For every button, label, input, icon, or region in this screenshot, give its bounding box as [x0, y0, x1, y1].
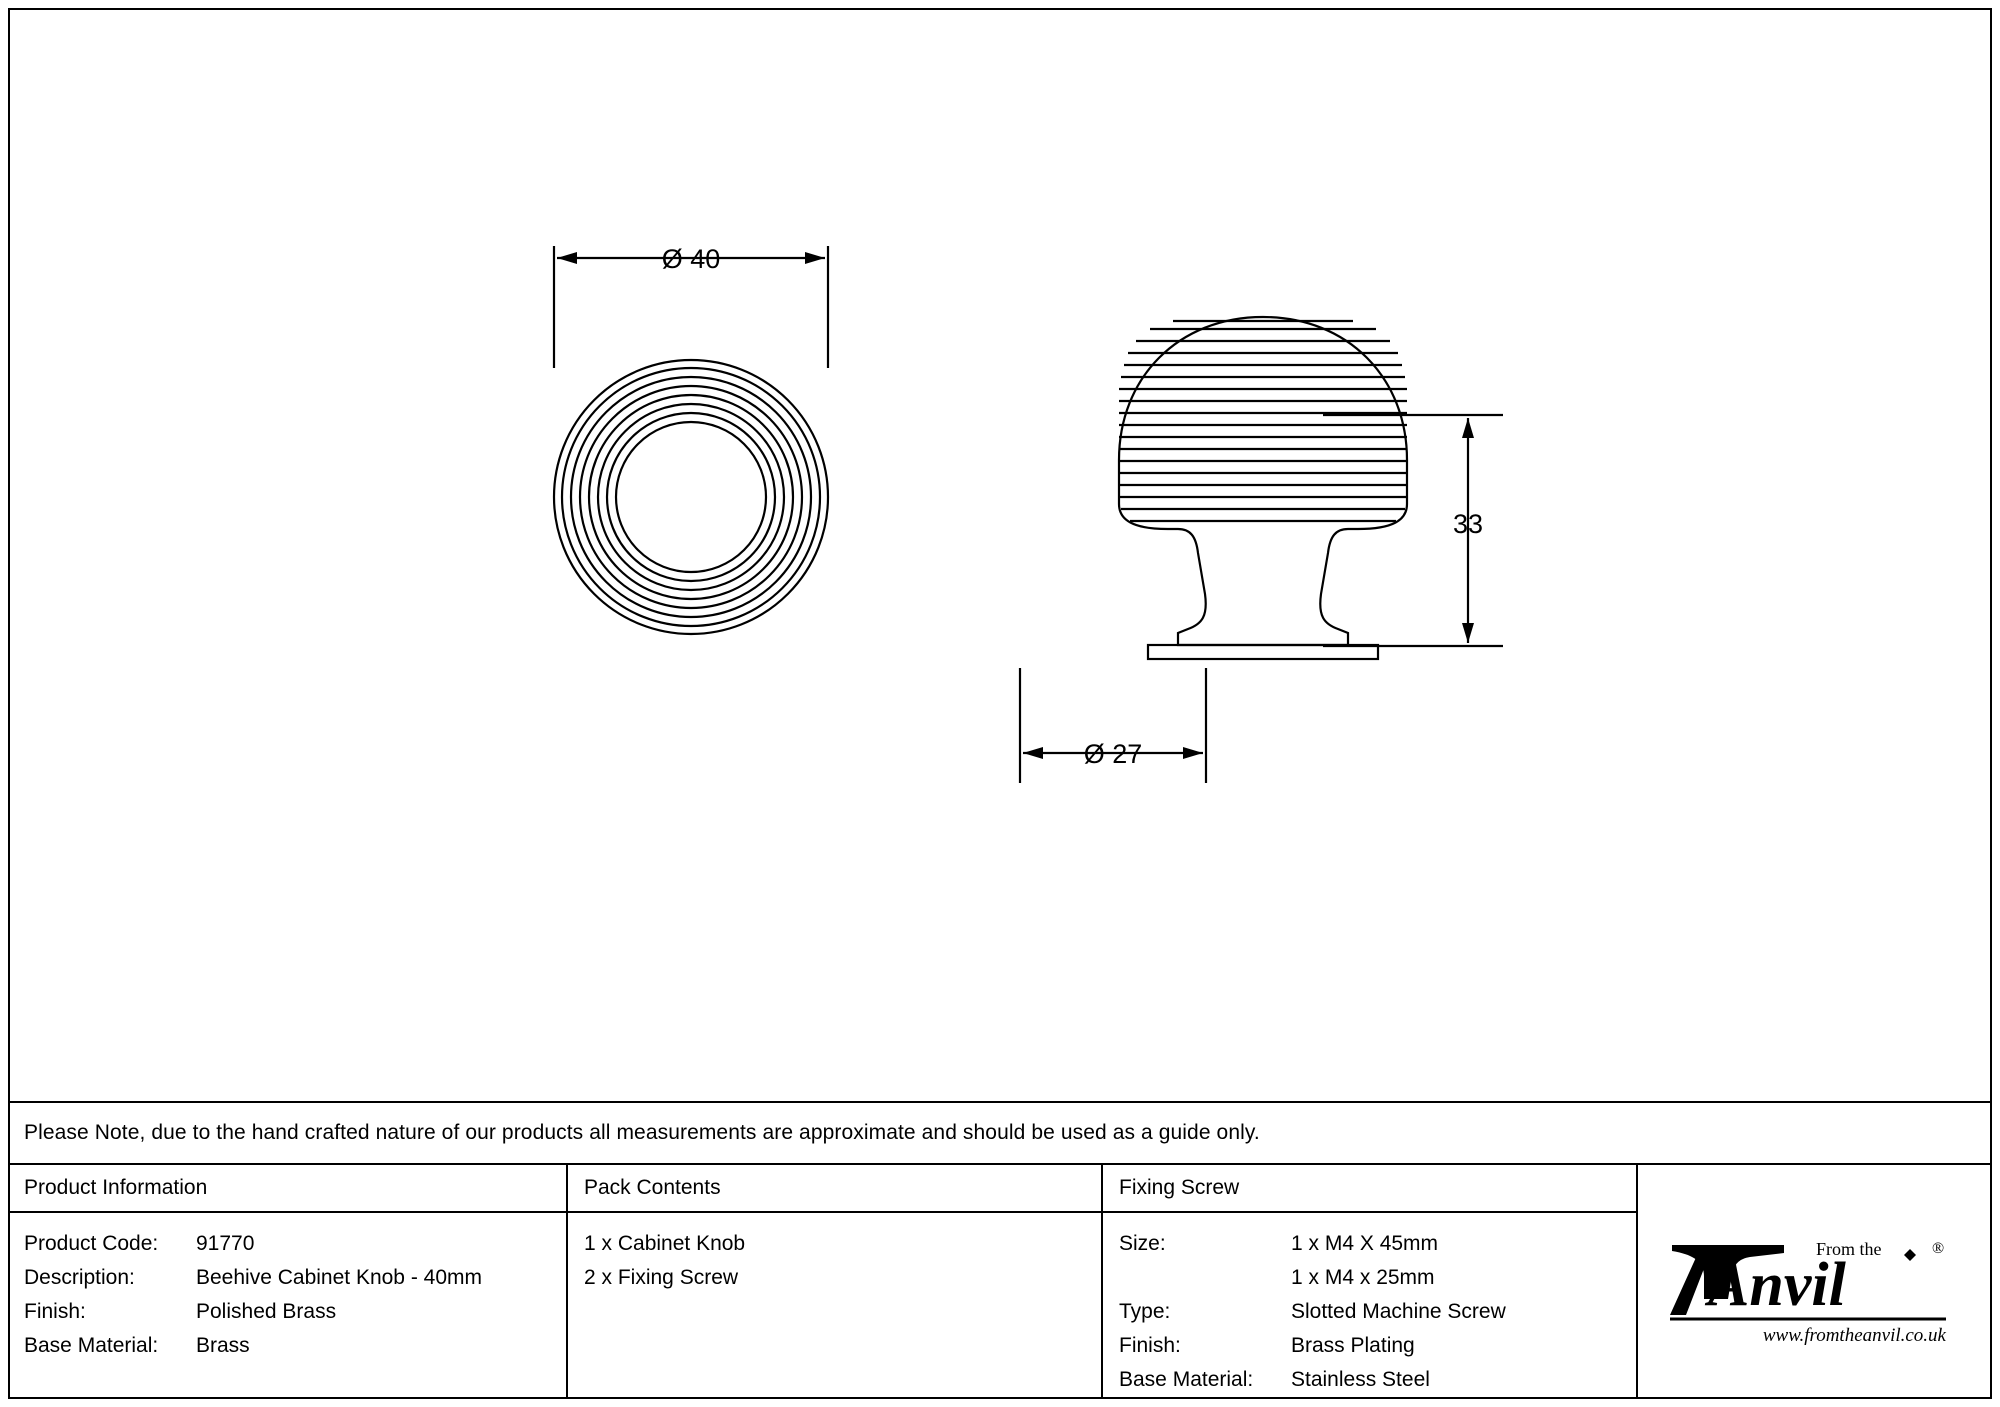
product-information-column [8, 1165, 568, 1399]
from-the-anvil-logo [1664, 1207, 1964, 1357]
base-material-label: Base Material: [24, 1334, 159, 1357]
pack-contents-body [568, 1213, 1101, 1295]
logo-brand-text: Anvil [1708, 1251, 1846, 1319]
table-row [1119, 1363, 1636, 1397]
measurement-note-bar [8, 1101, 1992, 1163]
dimension-label-base-diameter: Ø 27 [1083, 739, 1143, 769]
pack-contents-header: Pack Contents [568, 1165, 1101, 1213]
product-information-header: Product Information [8, 1165, 566, 1213]
table-row [1119, 1261, 1636, 1295]
fixing-screw-body [1103, 1213, 1636, 1397]
finish-label: Finish: [24, 1300, 86, 1323]
measurement-note-text: Please Note, due to the hand crafted nature of our products all measurements are approximate and should be used as a guide only. [24, 1121, 1260, 1144]
base-material-value: Brass [196, 1334, 250, 1357]
table-row [1119, 1227, 1636, 1261]
table-row [24, 1261, 566, 1295]
fixing-screw-header: Fixing Screw [1103, 1165, 1636, 1213]
table-row [1119, 1329, 1636, 1363]
screw-size-label: Size: [1119, 1232, 1166, 1255]
screw-type-label: Type: [1119, 1300, 1171, 1323]
list-item: 2 x Fixing Screw [584, 1266, 739, 1289]
list-item: 1 x Cabinet Knob [584, 1232, 746, 1255]
product-info-table [8, 1163, 1992, 1399]
product-information-body [8, 1213, 566, 1363]
screw-size-value: 1 x M4 X 45mm [1291, 1232, 1439, 1255]
product-drawing [8, 8, 1992, 1101]
product-code-label: Product Code: [24, 1232, 159, 1255]
screw-size-value-secondary: 1 x M4 x 25mm [1291, 1266, 1435, 1289]
logo-top-text: From the [1816, 1239, 1882, 1259]
brand-logo-cell [1638, 1165, 1990, 1399]
description-value: Beehive Cabinet Knob - 40mm [196, 1266, 482, 1289]
fixing-screw-column [1103, 1165, 1638, 1399]
table-row [24, 1227, 566, 1261]
screw-finish-label: Finish: [1119, 1334, 1181, 1357]
logo-url-text: www.fromtheanvil.co.uk [1762, 1325, 1946, 1346]
pack-contents-column [568, 1165, 1103, 1399]
product-code-value: 91770 [196, 1232, 255, 1255]
table-row [24, 1329, 566, 1363]
logo-registered-mark: ® [1932, 1240, 1945, 1257]
screw-size-label-secondary [1119, 1261, 1291, 1295]
table-row [24, 1295, 566, 1329]
finish-value: Polished Brass [196, 1300, 337, 1323]
screw-base-material-value: Stainless Steel [1291, 1368, 1430, 1391]
table-row [1119, 1295, 1636, 1329]
description-label: Description: [24, 1266, 135, 1289]
screw-type-value: Slotted Machine Screw [1291, 1300, 1506, 1323]
screw-finish-value: Brass Plating [1291, 1334, 1415, 1357]
screw-base-material-label: Base Material: [1119, 1368, 1254, 1391]
dimension-label-front-diameter: Ø 40 [661, 244, 721, 274]
dimension-label-height: 33 [1452, 509, 1484, 539]
